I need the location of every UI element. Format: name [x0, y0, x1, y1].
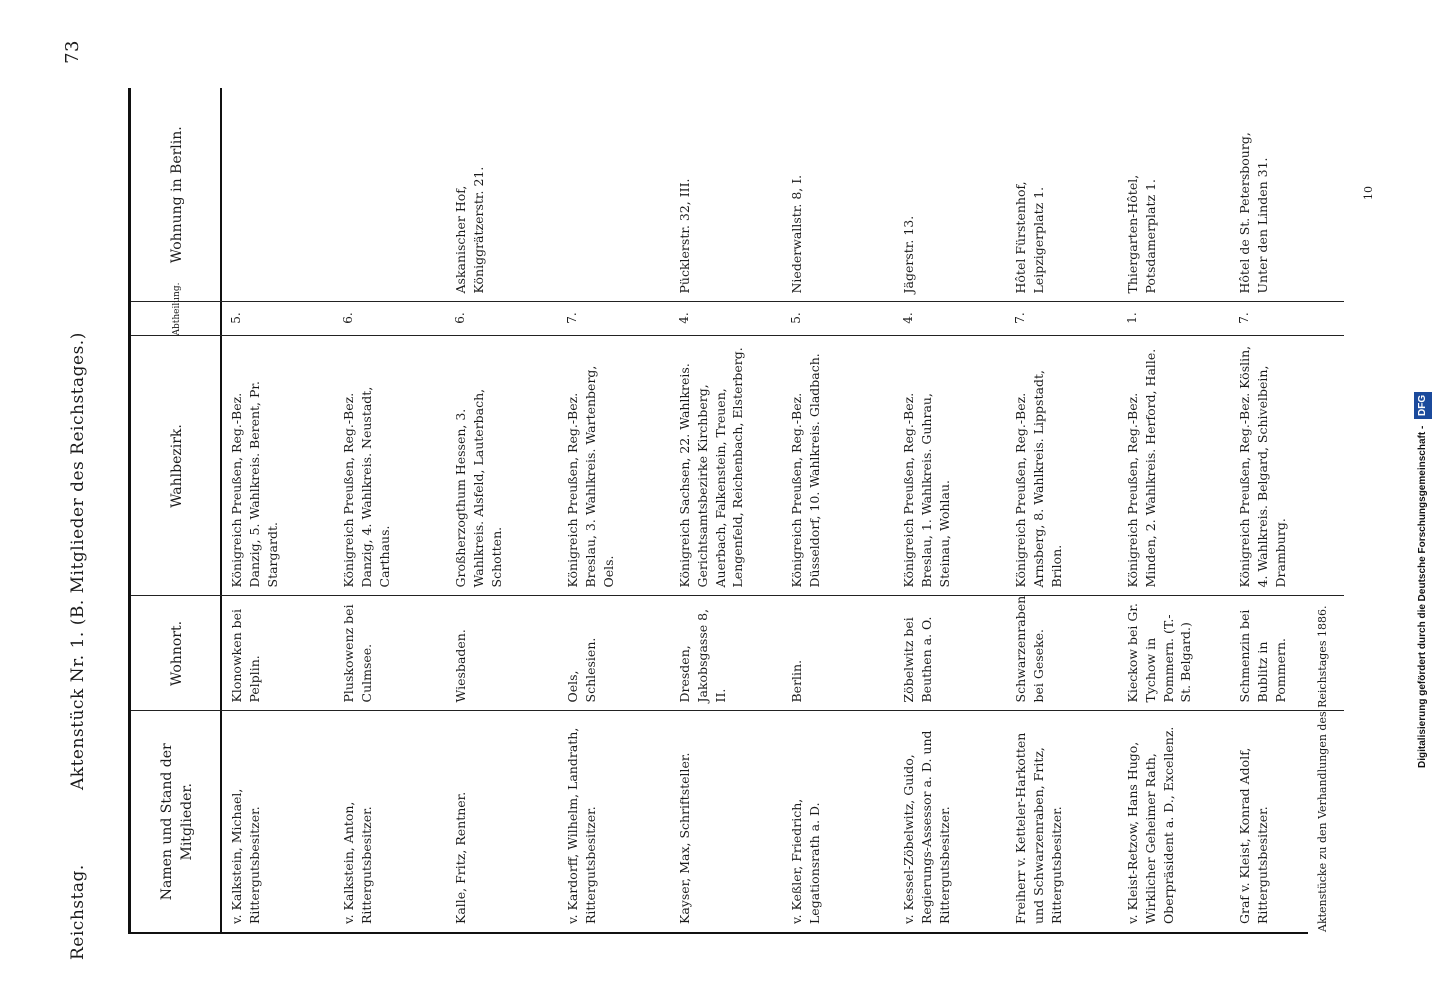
member-abteilung: 7.	[1232, 302, 1344, 336]
dfg-logo: DFG	[1414, 392, 1432, 419]
member-wohnung	[336, 88, 448, 302]
column-header-wahlbezirk: Wahlbezirk.	[131, 336, 224, 596]
member-abteilung: 6.	[448, 302, 560, 336]
member-wohnung: Hôtel Fürstenhof, Leipzigerplatz 1.	[1008, 88, 1120, 302]
member-wahlbezirk: Königreich Preußen, Reg.-Bez. Arnsberg, 8. Wahlkreis. Lippstadt, Brilon.	[1008, 336, 1120, 596]
member-wohnort: Pluskowenz bei Culmsee.	[336, 596, 448, 711]
member-abteilung: 4.	[672, 302, 784, 336]
table-row	[1120, 88, 1232, 932]
member-wohnort: Berlin.	[784, 596, 896, 711]
table-row	[224, 88, 336, 932]
header-title: Aktenstück Nr. 1. (B. Mitglieder des Reichstages.)	[68, 332, 88, 790]
table-row	[896, 88, 1008, 932]
member-abteilung: 5.	[224, 302, 336, 336]
member-abteilung: 7.	[1008, 302, 1120, 336]
member-wahlbezirk: Großherzogthum Hessen, 3. Wahlkreis. Alsfeld, Lauterbach, Schotten.	[448, 336, 560, 596]
table-row	[560, 88, 672, 932]
page-number: 73	[62, 40, 83, 64]
column-header-name: Namen und Stand der Mitglieder.	[158, 743, 195, 901]
header-left: Reichstag.	[68, 864, 88, 960]
member-name: v. Kessel-Zöbelwitz, Guido, Regierungs-Assessor a. D. und Rittergutsbesitzer.	[901, 730, 952, 924]
column-header-wohnort: Wohnort.	[131, 596, 224, 711]
member-wohnung: Pücklerstr. 32, III.	[672, 88, 784, 302]
watermark-text: Digitalisierung gefördert durch die Deutsche Forschungsgemeinschaft -	[1417, 425, 1428, 768]
member-wohnung: Niederwallstr. 8, I.	[784, 88, 896, 302]
member-wahlbezirk: Königreich Preußen, Reg.-Bez. Breslau, 3. Wahlkreis. Wartenberg, Oels.	[560, 336, 672, 596]
member-wohnort: Oels, Schlesien.	[560, 596, 672, 711]
member-wahlbezirk: Königreich Preußen, Reg.-Bez. Danzig, 5. Wahlkreis. Berent, Pr. Stargardt.	[224, 336, 336, 596]
member-name: v. Keßler, Friedrich, Legationsrath a. D.	[789, 798, 822, 924]
member-wohnort: Zöbelwitz bei Beuthen a. O.	[896, 596, 1008, 711]
member-name: Graf v. Kleist, Konrad Adolf, Rittergutsbesitzer.	[1237, 747, 1270, 924]
table-row	[336, 88, 448, 932]
member-wahlbezirk: Königreich Sachsen, 22. Wahlkreis. Gerichtsamtsbezirke Kirchberg, Auerbach, Falkenstein, Treuen, Lengenfeld, Reichenbach, Elsterberg.	[672, 336, 784, 596]
members-table	[131, 88, 1344, 932]
member-wohnort: Wiesbaden.	[448, 596, 560, 711]
member-wohnung: Hôtel de St. Petersbourg, Unter den Linden 31.	[1232, 88, 1344, 302]
member-wohnort: Klonowken bei Pelplin.	[224, 596, 336, 711]
table-row	[672, 88, 784, 932]
member-wahlbezirk: Königreich Preußen, Reg.-Bez. Danzig, 4. Wahlkreis. Neustadt, Carthaus.	[336, 336, 448, 596]
table-row	[1008, 88, 1120, 932]
member-abteilung: 4.	[896, 302, 1008, 336]
member-wahlbezirk: Königreich Preußen, Reg.-Bez. Minden, 2. Wahlkreis. Herford, Halle.	[1120, 336, 1232, 596]
member-name: v. Kalkstein, Anton, Rittergutsbesitzer.	[341, 801, 374, 924]
member-wohnort: Dresden, Jakobsgasse 8, II.	[672, 596, 784, 711]
member-name: Freiherr v. Ketteler-Harkotten und Schwarzenraben, Fritz, Rittergutsbesitzer.	[1013, 732, 1064, 924]
member-wohnort: Schmenzin bei Bublitz in Pommern.	[1232, 596, 1344, 711]
member-name: v. Kleist-Retzow, Hans Hugo, Wirklicher Geheimer Rath, Oberpräsident a. D., Excellenz.	[1125, 726, 1176, 924]
member-name: Kayser, Max, Schriftsteller.	[677, 752, 692, 924]
member-wohnort: Kieckow bei Gr. Tychow in Pommern. (T.-St. Belgard.)	[1120, 596, 1232, 711]
member-wahlbezirk: Königreich Preußen, Reg.-Bez. Breslau, 1. Wahlkreis. Guhrau, Steinau, Wohlau.	[896, 336, 1008, 596]
column-header-abteilung: Abtheilung.	[131, 302, 224, 336]
member-name: v. Kardorff, Wilhelm, Landrath, Rittergutsbesitzer.	[565, 727, 598, 924]
member-wohnort: Schwarzenraben bei Geseke.	[1008, 596, 1120, 711]
table-row	[784, 88, 896, 932]
member-wahlbezirk: Königreich Preußen, Reg.-Bez. Köslin, 4. Wahlkreis. Belgard, Schivelbein, Dramburg.	[1232, 336, 1344, 596]
dfg-watermark	[1412, 8, 1432, 768]
column-header-wohnung: Wohnung in Berlin.	[131, 88, 224, 302]
member-name: Kalle, Fritz, Rentner.	[453, 791, 468, 924]
member-wohnung	[560, 88, 672, 302]
member-abteilung: 5.	[784, 302, 896, 336]
table-header-row	[131, 88, 224, 932]
page-footer: Aktenstücke zu den Verhandlungen des Reichstages 1886.	[1316, 605, 1329, 932]
member-abteilung: 1.	[1120, 302, 1232, 336]
member-wohnung	[224, 88, 336, 302]
member-abteilung: 6.	[336, 302, 448, 336]
member-abteilung: 7.	[560, 302, 672, 336]
table-row	[448, 88, 560, 932]
signature-mark: 10	[1362, 186, 1375, 200]
member-wohnung: Jägerstr. 13.	[896, 88, 1008, 302]
member-wahlbezirk: Königreich Preußen, Reg.-Bez. Düsseldorf, 10. Wahlkreis. Gladbach.	[784, 336, 896, 596]
member-wohnung: Askanischer Hof, Königgrätzerstr. 21.	[448, 88, 560, 302]
page-header	[62, 40, 98, 960]
member-name: v. Kalkstein, Michael, Rittergutsbesitzer.	[229, 788, 262, 924]
member-wohnung: Thiergarten-Hôtel, Potsdamerplatz 1.	[1120, 88, 1232, 302]
table-left-rule	[128, 932, 1308, 934]
